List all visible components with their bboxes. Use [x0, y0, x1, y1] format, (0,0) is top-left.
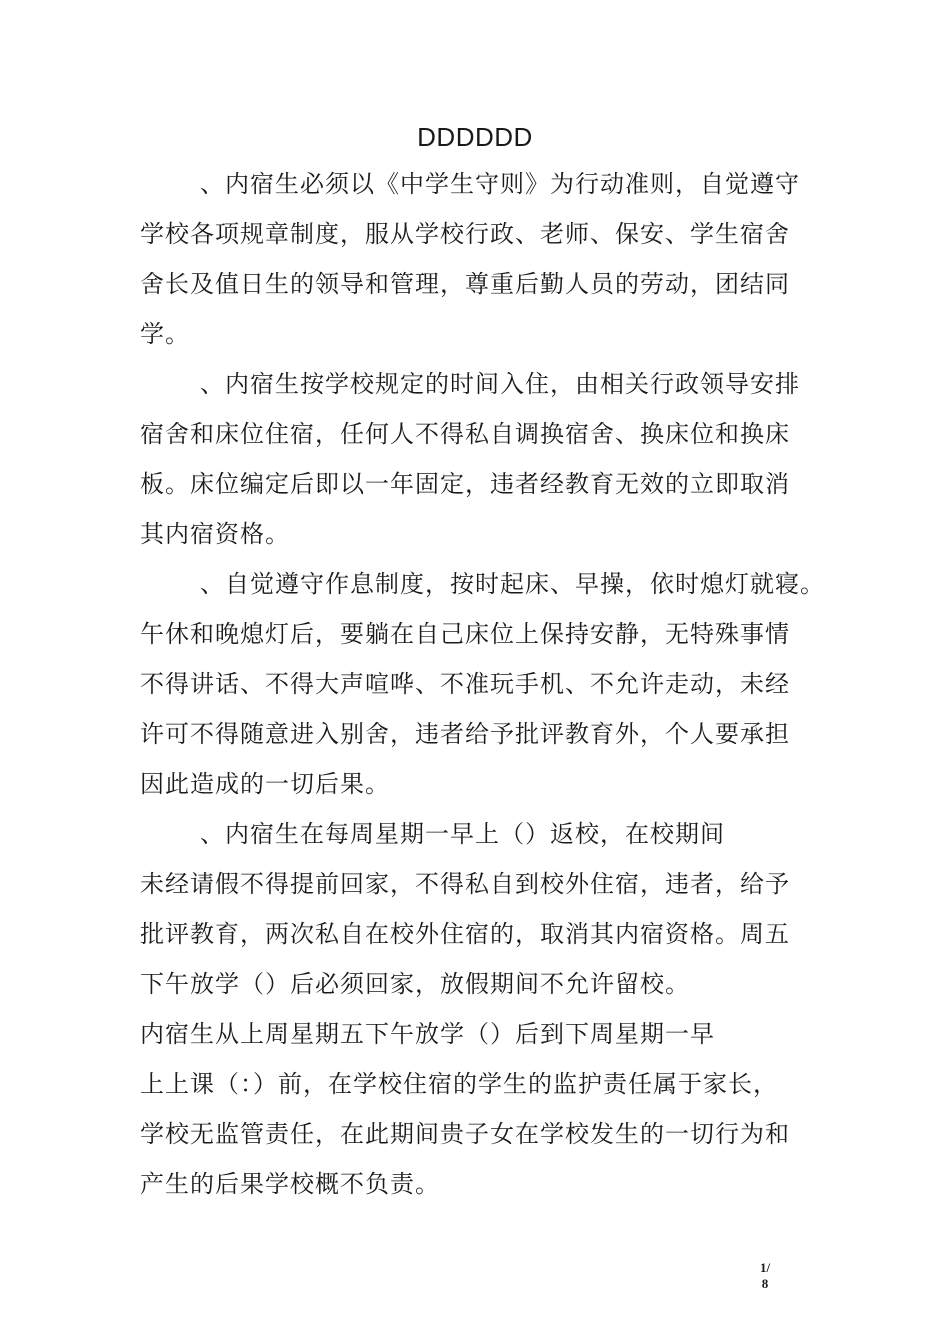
paragraph-4-line-2: 未经请假不得提前回家，不得私自到校外住宿，违者，给予 [140, 870, 790, 898]
paragraph-5-line-4: 产生的后果学校概不负责。 [140, 1170, 440, 1198]
paragraph-1-line-2: 学校各项规章制度，服从学校行政、老师、保安、学生宿舍 [140, 220, 790, 248]
page-number-total: 8 [761, 1276, 769, 1291]
paragraph-1-line-3: 舍长及值日生的领导和管理，尊重后勤人员的劳动，团结同 [140, 270, 790, 298]
paragraph-5-line-1: 内宿生从上周星期五下午放学（）后到下周星期一早 [140, 1020, 715, 1048]
paragraph-4-line-3: 批评教育，两次私自在校外住宿的，取消其内宿资格。周五 [140, 920, 790, 948]
paragraph-2-line-1: 、内宿生按学校规定的时间入住，由相关行政领导安排 [200, 370, 800, 398]
paragraph-5-line-3: 学校无监管责任，在此期间贵子女在学校发生的一切行为和 [140, 1120, 790, 1148]
paragraph-2-line-4: 其内宿资格。 [140, 520, 290, 548]
paragraph-1-line-4: 学。 [140, 320, 190, 348]
page-number-current: 1/ [759, 1260, 771, 1275]
paragraph-3-line-1: 、自觉遵守作息制度，按时起床、早操，依时熄灯就寝。 [200, 570, 825, 598]
paragraph-2-line-2: 宿舍和床位住宿，任何人不得私自调换宿舍、换床位和换床 [140, 420, 790, 448]
paragraph-5-line-2: 上上课（：）前，在学校住宿的学生的监护责任属于家长， [140, 1070, 778, 1098]
paragraph-2-line-3: 板。床位编定后即以一年固定，违者经教育无效的立即取消 [140, 470, 790, 498]
paragraph-3-line-4: 许可不得随意进入别舍，违者给予批评教育外，个人要承担 [140, 720, 790, 748]
page-number [755, 1260, 775, 1292]
paragraph-1-line-1: 、内宿生必须以《中学生守则》为行动准则，自觉遵守 [200, 170, 800, 198]
document-title: DDDDDD [417, 122, 533, 152]
paragraph-3-line-2: 午休和晚熄灯后，要躺在自己床位上保持安静，无特殊事情 [140, 620, 790, 648]
paragraph-3-line-3: 不得讲话、不得大声喧哗、不准玩手机、不允许走动，未经 [140, 670, 790, 698]
paragraph-4-line-4: 下午放学（）后必须回家，放假期间不允许留校。 [140, 970, 690, 998]
paragraph-3-line-5: 因此造成的一切后果。 [140, 770, 390, 798]
paragraph-4-line-1: 、内宿生在每周星期一早上（）返校，在校期间 [200, 820, 725, 848]
